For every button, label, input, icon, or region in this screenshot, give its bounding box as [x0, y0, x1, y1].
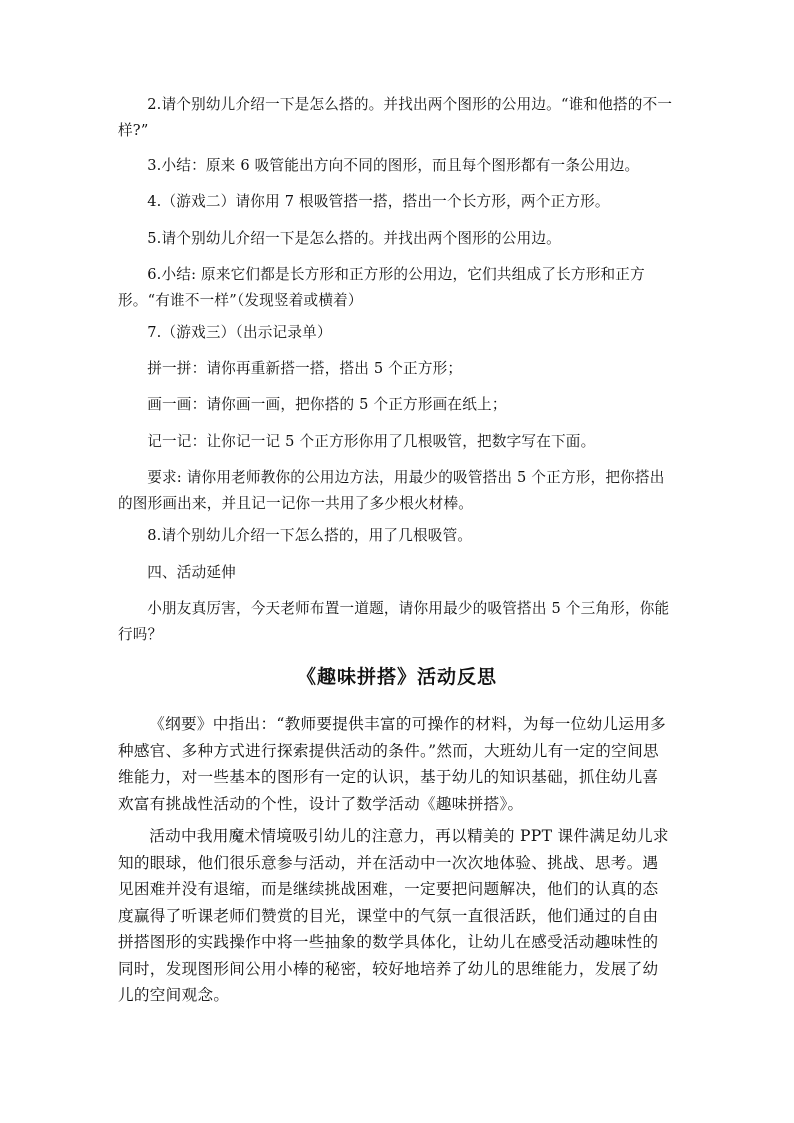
reflection-paragraph-2: 活动中我用魔术情境吸引幼儿的注意力，再以精美的 PPT 课件满足幼儿求知的眼球，他们很乐意参与活动，并在活动中一次次地体验、挑战、思考。遇见困难并没有退缩，而是继续挑战困难，一定要把问题解决，他们的认真的态度赢得了听课老师们赞赏的目光，课堂中的气氛一直很活跃，他们通过的自由拼搭图形的实践操作中将一些抽象的数学具体化，让幼儿在感受活动趣味性的同时，发现图形间公用小棒的秘密，较好地培养了幼儿的思维能力，发展了幼儿的空间观念。	[118, 827, 669, 1004]
reflection-paragraph-1: 《纲要》中指出：“教师要提供丰富的可操作的材料，为每一位幼儿运用多种感官、多种方式进行探索提供活动的条件。”然而，大班幼儿有一定的空间思维能力，对一些基本的图形有一定的认识，基于幼儿的知识基础，抓住幼儿喜欢富有挑战性活动的个性，设计了数学活动《趣味拼搭》。	[118, 715, 667, 813]
section-heading-activity-extension: 四、活动延伸	[147, 564, 236, 581]
draw-instruction-paragraph: 画一画：请你画一画，把你搭的 5 个正方形画在纸上；	[147, 396, 507, 413]
step-8-paragraph: 8.请个别幼儿介绍一下怎么搭的，用了几根吸管。	[147, 527, 473, 544]
step-6-summary-paragraph: 6.小结: 原来它们都是长方形和正方形的公用边，它们共组成了长方形和正方形。“有谁不一样”（发现竖着或横着）	[118, 266, 645, 309]
requirement-paragraph: 要求: 请你用老师教你的公用边方法，用最少的吸管搭出 5 个正方形，把你搭出的图形画出来，并且记一记你一共用了多少根火材棒。	[118, 469, 665, 512]
step-3-summary-paragraph: 3.小结：原来 6 吸管能出方向不同的图形，而且每个图形都有一条公用边。	[147, 157, 640, 174]
record-instruction-paragraph: 记一记：让你记一记 5 个正方形你用了几根吸管，把数字写在下面。	[147, 433, 596, 450]
step-2-paragraph: 2.请个别幼儿介绍一下是怎么搭的。并找出两个图形的公用边。“谁和他搭的不一样?”	[118, 96, 673, 139]
step-4-game-two-paragraph: 4.（游戏二）请你用 7 根吸管搭一搭，搭出一个长方形，两个正方形。	[147, 193, 610, 210]
reflection-title: 《趣味拼搭》活动反思	[296, 666, 497, 688]
assemble-instruction-paragraph: 拼一拼：请你再重新搭一搭，搭出 5 个正方形；	[147, 360, 463, 377]
extension-question-paragraph: 小朋友真厉害，今天老师布置一道题，请你用最少的吸管搭出 5 个三角形，你能行吗？	[118, 600, 670, 643]
step-7-game-three-paragraph: 7.（游戏三）（出示记录单）	[147, 324, 332, 341]
step-5-paragraph: 5.请个别幼儿介绍一下是怎么搭的。并找出两个图形的公用边。	[147, 230, 561, 247]
